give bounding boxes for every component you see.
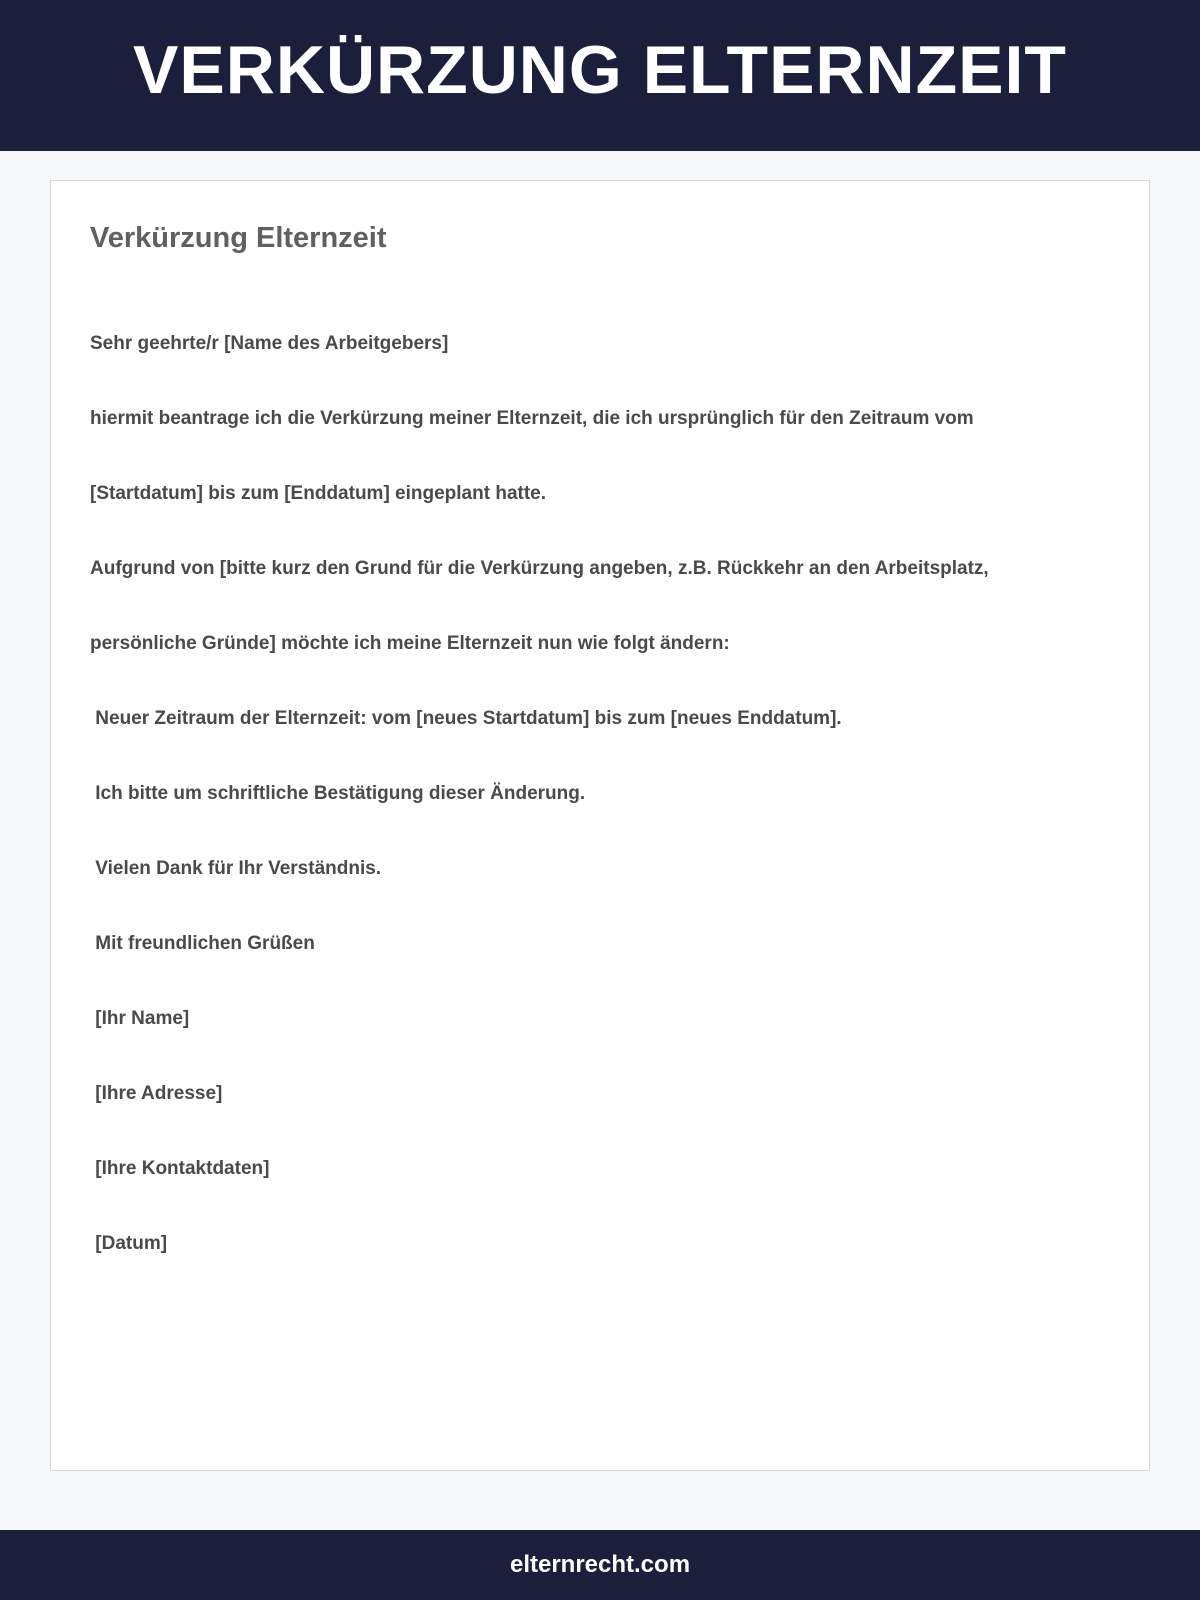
letter-line-salutation: Sehr geehrte/r [Name des Arbeitgebers] — [90, 333, 449, 354]
page-header — [0, 0, 1200, 151]
page-footer — [0, 1530, 1200, 1600]
letter-line: [Startdatum] bis zum [Enddatum] eingeplant hatte. — [90, 483, 547, 504]
letter-line-date: [Datum] — [90, 1233, 168, 1254]
letter-body — [90, 281, 1110, 1306]
header-title: VERKÜRZUNG ELTERNZEIT — [133, 31, 1067, 108]
letter-line: persönliche Gründe] möchte ich meine Elternzeit nun wie folgt ändern: — [90, 633, 730, 654]
letter-line-thanks: Vielen Dank für Ihr Verständnis. — [90, 858, 382, 879]
letter-line-closing: Mit freundlichen Grüßen — [90, 933, 315, 954]
footer-site-name: elternrecht.com — [509, 1551, 691, 1578]
letter-line: hiermit beantrage ich die Verkürzung meiner Elternzeit, die ich ursprünglich für den Zeitraum vom — [90, 408, 974, 429]
letter-line-confirmation-request: Ich bitte um schriftliche Bestätigung dieser Änderung. — [90, 783, 586, 804]
letter-line-name: [Ihr Name] — [90, 1008, 190, 1029]
document-title: Verkürzung Elternzeit — [90, 222, 387, 254]
letter-line: Aufgrund von [bitte kurz den Grund für die Verkürzung angeben, z.B. Rückkehr an den Arbeitsplatz, — [90, 558, 989, 579]
letter-line-address: [Ihre Adresse] — [90, 1083, 223, 1104]
document-card — [50, 180, 1150, 1471]
letter-line-new-period: Neuer Zeitraum der Elternzeit: vom [neues Startdatum] bis zum [neues Enddatum]. — [90, 708, 842, 729]
letter-line-contact: [Ihre Kontaktdaten] — [90, 1158, 270, 1179]
